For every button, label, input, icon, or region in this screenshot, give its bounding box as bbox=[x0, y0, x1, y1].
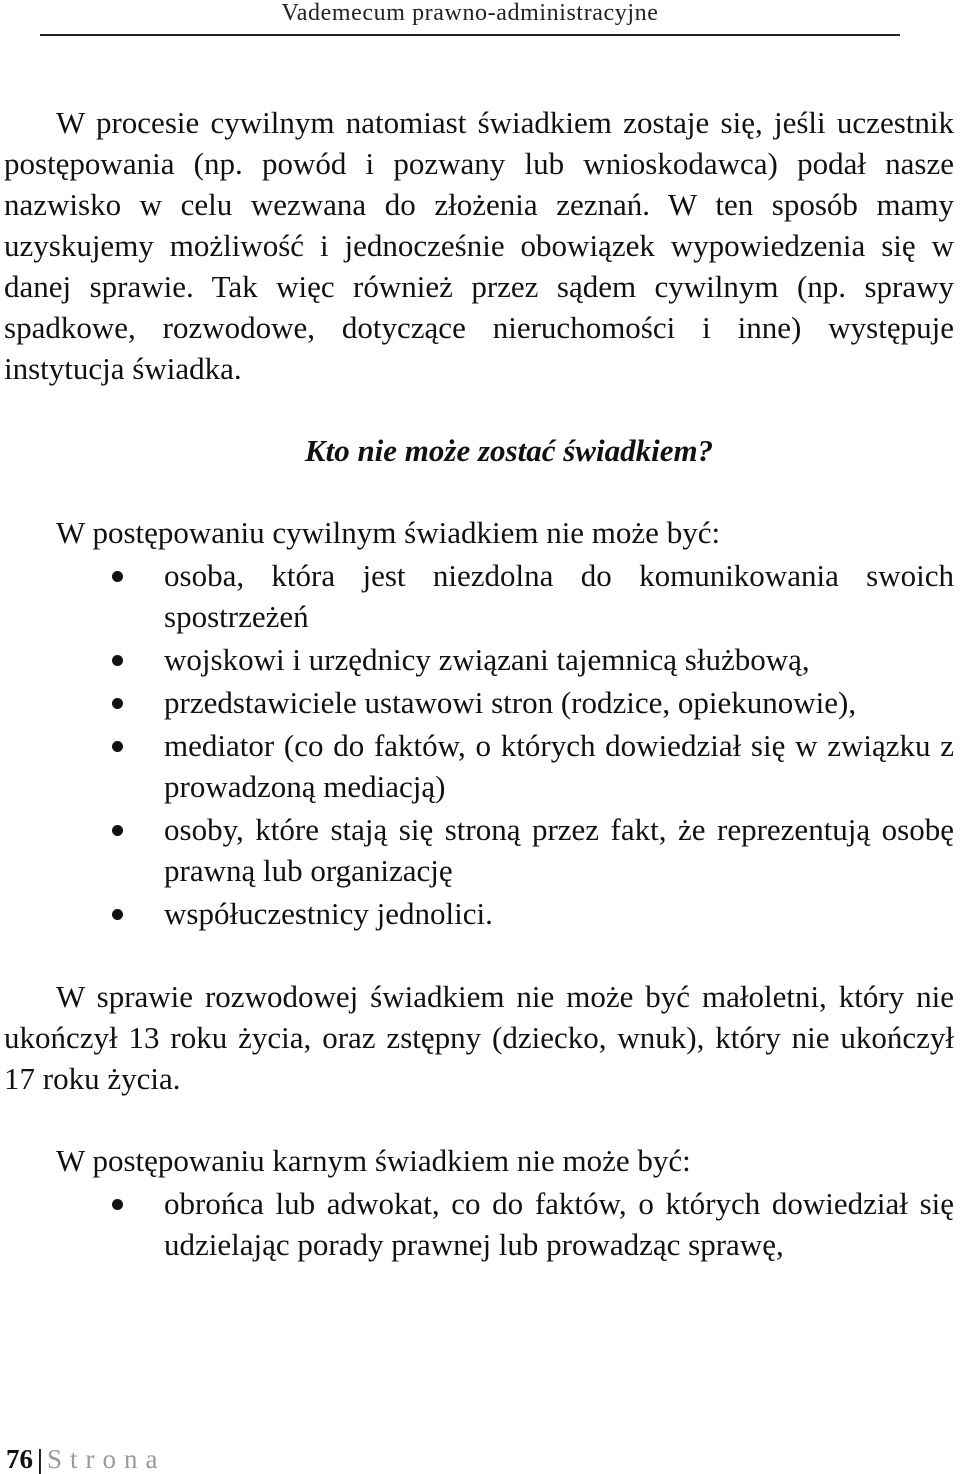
header-title: Vademecum prawno-administracyjne bbox=[281, 0, 659, 26]
criminal-exclusions-list bbox=[4, 1183, 954, 1265]
footer-separator: | bbox=[37, 1444, 43, 1474]
list-item: wojskowi i urzędnicy związani tajemnicą służbową, bbox=[4, 639, 954, 680]
bullet-icon bbox=[112, 655, 123, 666]
bullet-icon bbox=[112, 1199, 123, 1210]
bullet-icon bbox=[112, 698, 123, 709]
page-footer bbox=[6, 1444, 165, 1474]
list-item: mediator (co do faktów, o których dowiedział się w związku z prowadzoną mediacją) bbox=[4, 725, 954, 807]
bullet-icon bbox=[112, 825, 123, 836]
list-item: osoby, które stają się stroną przez fakt, że reprezentują osobę prawną lub organizację bbox=[4, 809, 954, 891]
footer-label: Strona bbox=[46, 1444, 166, 1474]
spacer bbox=[4, 1099, 954, 1140]
bullet-icon bbox=[112, 909, 123, 920]
list-item: obrońca lub adwokat, co do faktów, o których dowiedział się udzielając porady prawnej lub prowadząc sprawę, bbox=[4, 1183, 954, 1265]
section-heading: Kto nie może zostać świadkiem? bbox=[304, 433, 714, 468]
civil-list-intro: W postępowaniu cywilnym świadkiem nie może być: bbox=[56, 515, 721, 550]
page-number: 76 bbox=[6, 1444, 33, 1474]
paragraph-civil-witness: W procesie cywilnym natomiast świadkiem zostaje się, jeśli uczestnik postępowania (np. powód i pozwany lub wnioskodawca) podał nasze nazwisko w celu wezwana do złożenia zeznań. W ten sposób mamy uzyskujemy możliwość i jednocześnie obowiązek wypowiedzenia się w danej sprawie. Tak więc również przez sądem cywilnym (np. sprawy spadkowe, rozwodowe, dotyczące nieruchomości i inne) występuje instytucja świadka. bbox=[4, 105, 954, 386]
paragraph-divorce: W sprawie rozwodowej świadkiem nie może być małoletni, który nie ukończył 13 roku życia, oraz zstępny (dziecko, wnuk), który nie ukończył 17 roku życia. bbox=[4, 979, 954, 1096]
page-content bbox=[4, 102, 954, 1266]
bullet-icon bbox=[112, 571, 123, 582]
spacer bbox=[4, 935, 954, 976]
civil-exclusions-list bbox=[4, 555, 954, 934]
list-item: współuczestnicy jednolici. bbox=[4, 893, 954, 934]
list-item: osoba, która jest niezdolna do komunikowania swoich spostrzeżeń bbox=[4, 555, 954, 637]
criminal-list-intro: W postępowaniu karnym świadkiem nie może być: bbox=[56, 1143, 691, 1178]
bullet-icon bbox=[112, 741, 123, 752]
running-header bbox=[40, 0, 900, 36]
list-item: przedstawiciele ustawowi stron (rodzice, opiekunowie), bbox=[4, 682, 954, 723]
